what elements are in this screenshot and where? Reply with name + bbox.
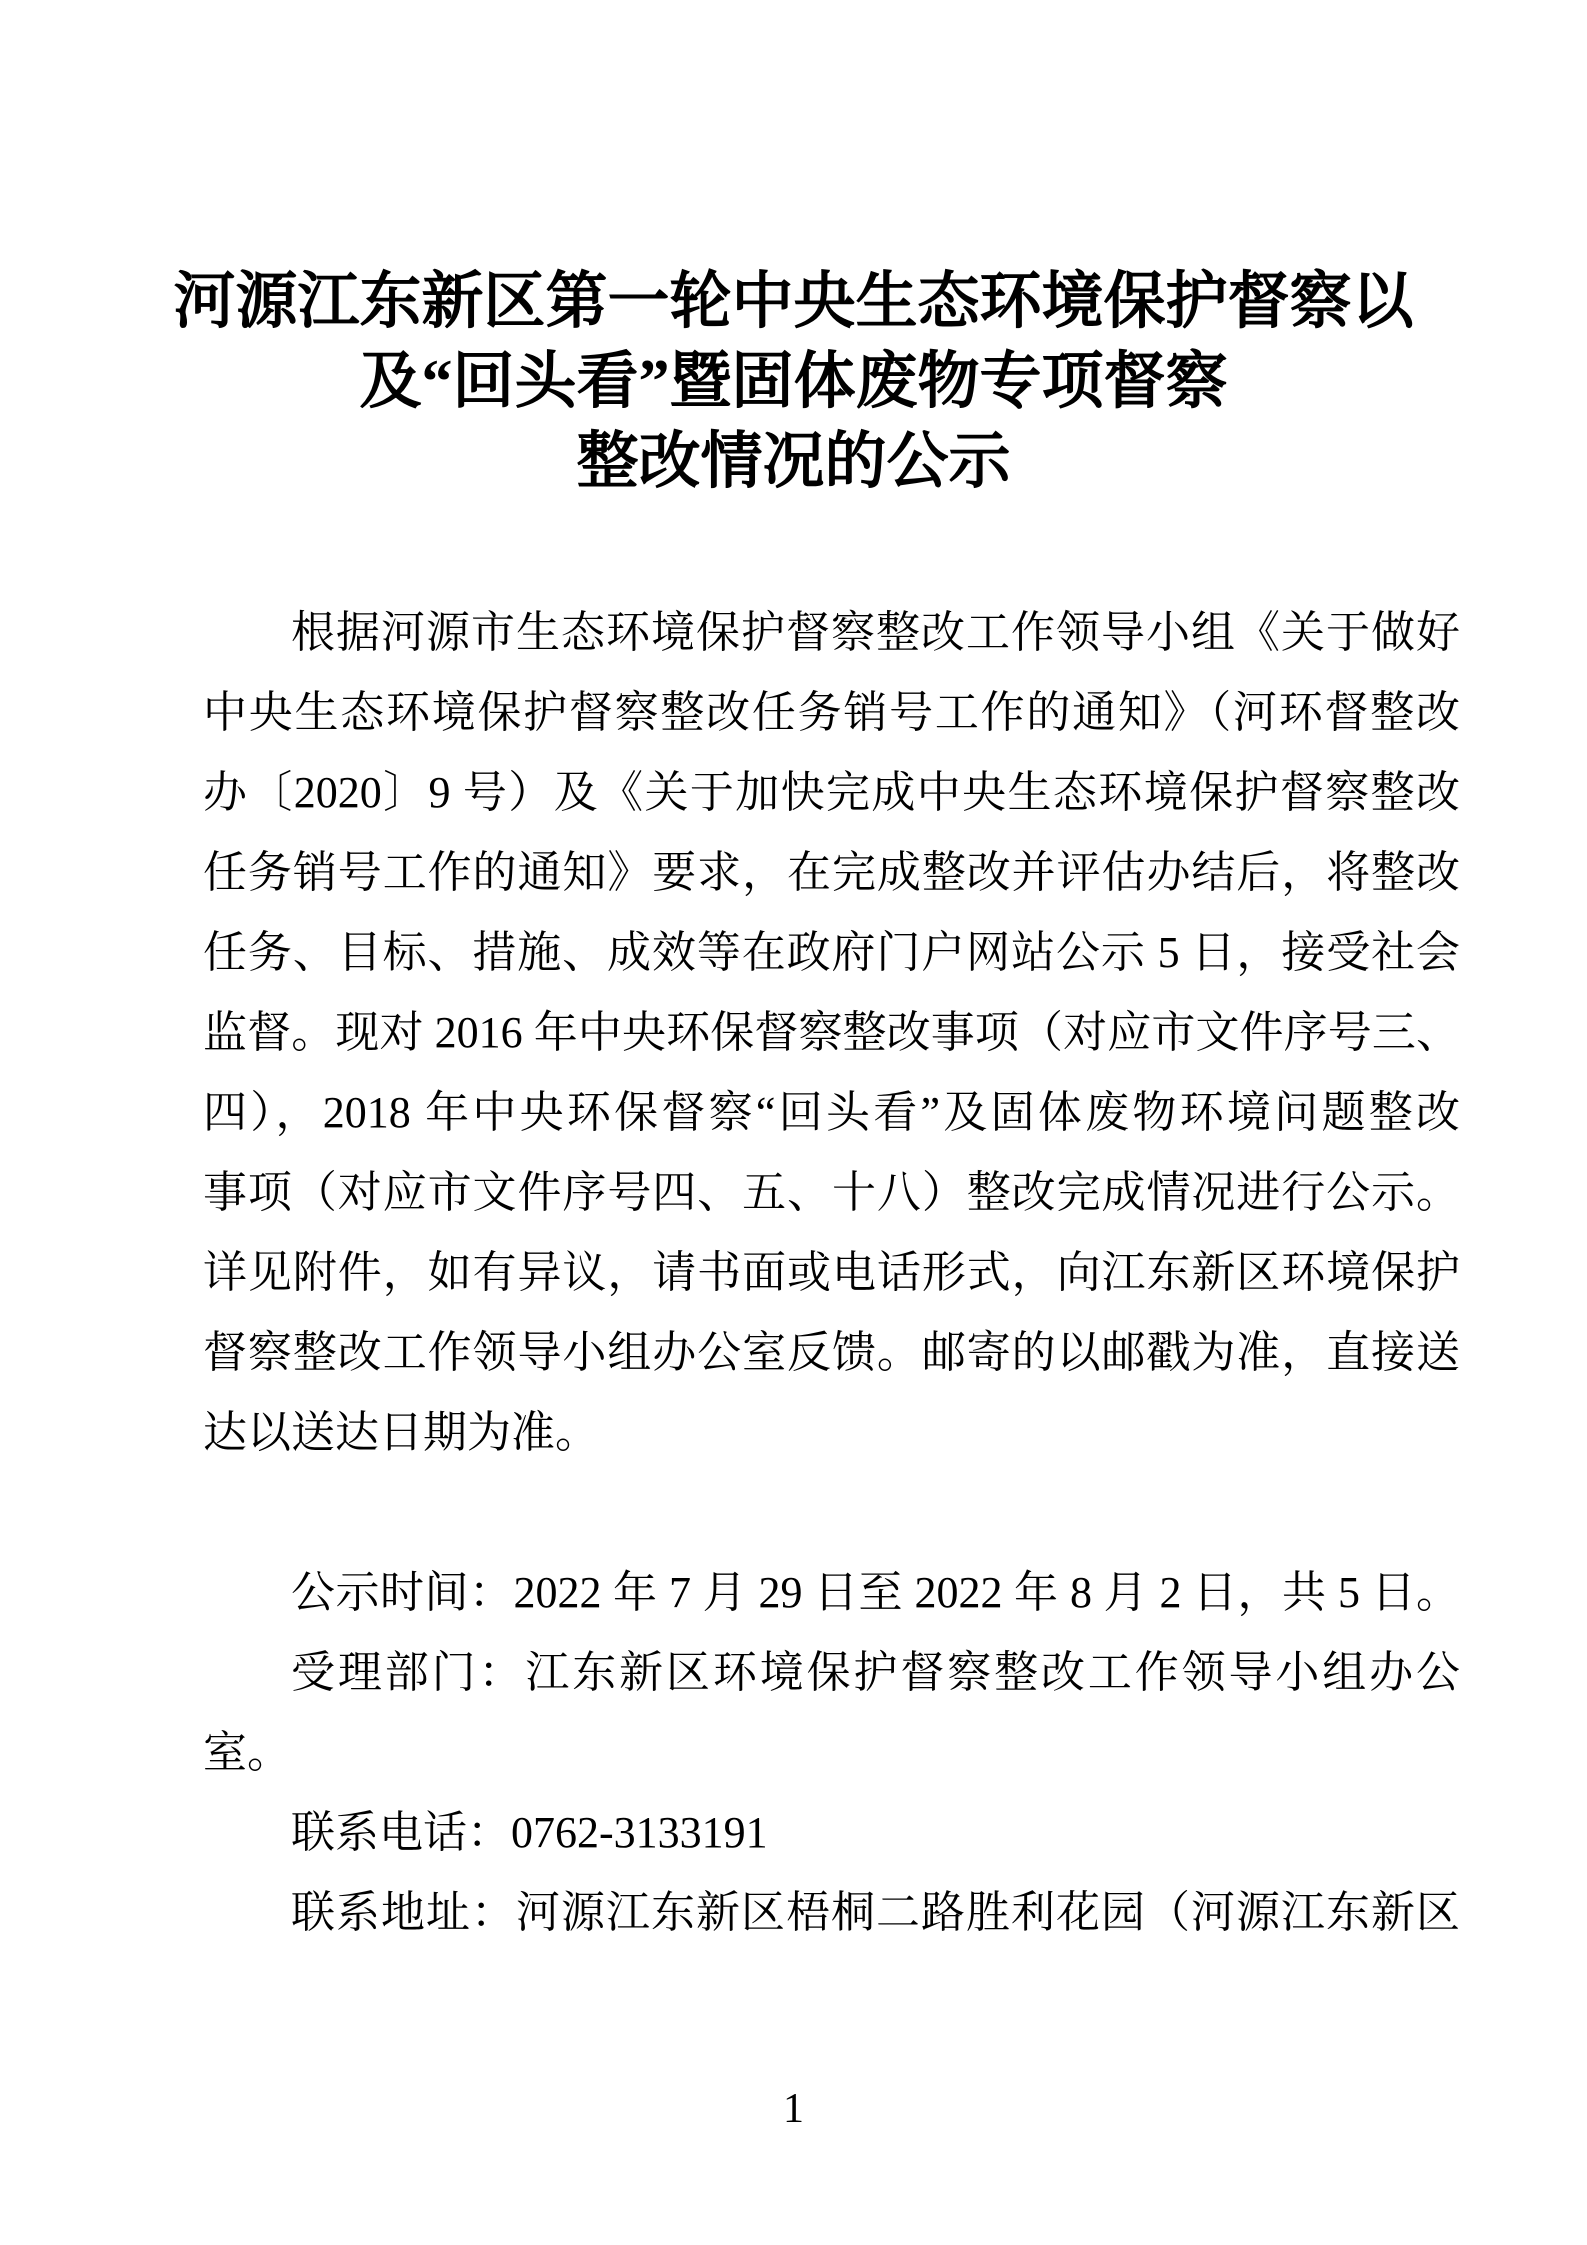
title-line-2: 及“回头看”暨固体废物专项督察	[359, 348, 1228, 416]
body-line: 事项（对应市文件序号四、五、十八）整改完成情况进行公示。	[203, 1168, 1460, 1217]
page-footer	[0, 2079, 1587, 2139]
body-line: 任务、目标、措施、成效等在政府门户网站公示 5 日，接受社会	[203, 928, 1460, 977]
body-line: 详见附件，如有异议，请书面或电话形式，向江东新区环境保护	[203, 1248, 1460, 1297]
body-line: 任务销号工作的通知》要求，在完成整改并评估办结后，将整改	[203, 848, 1460, 897]
document-body	[203, 593, 1460, 1953]
body-line: 中央生态环境保护督察整改任务销号工作的通知》（河环督整改	[203, 688, 1460, 737]
body-line: 督察整改工作领导小组办公室反馈。邮寄的以邮戳为准，直接送	[203, 1328, 1460, 1377]
body-line: 监督。现对 2016 年中央环保督察整改事项（对应市文件序号三、	[203, 1008, 1460, 1057]
body-line: 办〔2020〕9 号）及《关于加快完成中央生态环境保护督察整改	[203, 768, 1460, 817]
contact-phone-line: 联系电话：0762-3133191	[291, 1808, 768, 1857]
title-line-3: 整改情况的公示	[576, 428, 1011, 496]
body-line: 四），2018 年中央环保督察“回头看”及固体废物环境问题整改	[203, 1088, 1460, 1137]
title-line-1: 河源江东新区第一轮中央生态环境保护督察以	[173, 268, 1414, 336]
body-line: 达以送达日期为准。	[203, 1408, 599, 1457]
accepting-department-line: 受理部门：江东新区环境保护督察整改工作领导小组办公	[291, 1648, 1460, 1697]
body-line: 根据河源市生态环境保护督察整改工作领导小组《关于做好	[291, 608, 1460, 657]
accepting-department-line-cont: 室。	[203, 1728, 291, 1777]
document-title	[0, 262, 1587, 502]
publicity-period-line: 公示时间：2022 年 7 月 29 日至 2022 年 8 月 2 日，共 5 日。	[291, 1568, 1460, 1617]
contact-address-line: 联系地址：河源江东新区梧桐二路胜利花园（河源江东新区	[291, 1888, 1460, 1937]
page-number: 1	[783, 2086, 804, 2132]
